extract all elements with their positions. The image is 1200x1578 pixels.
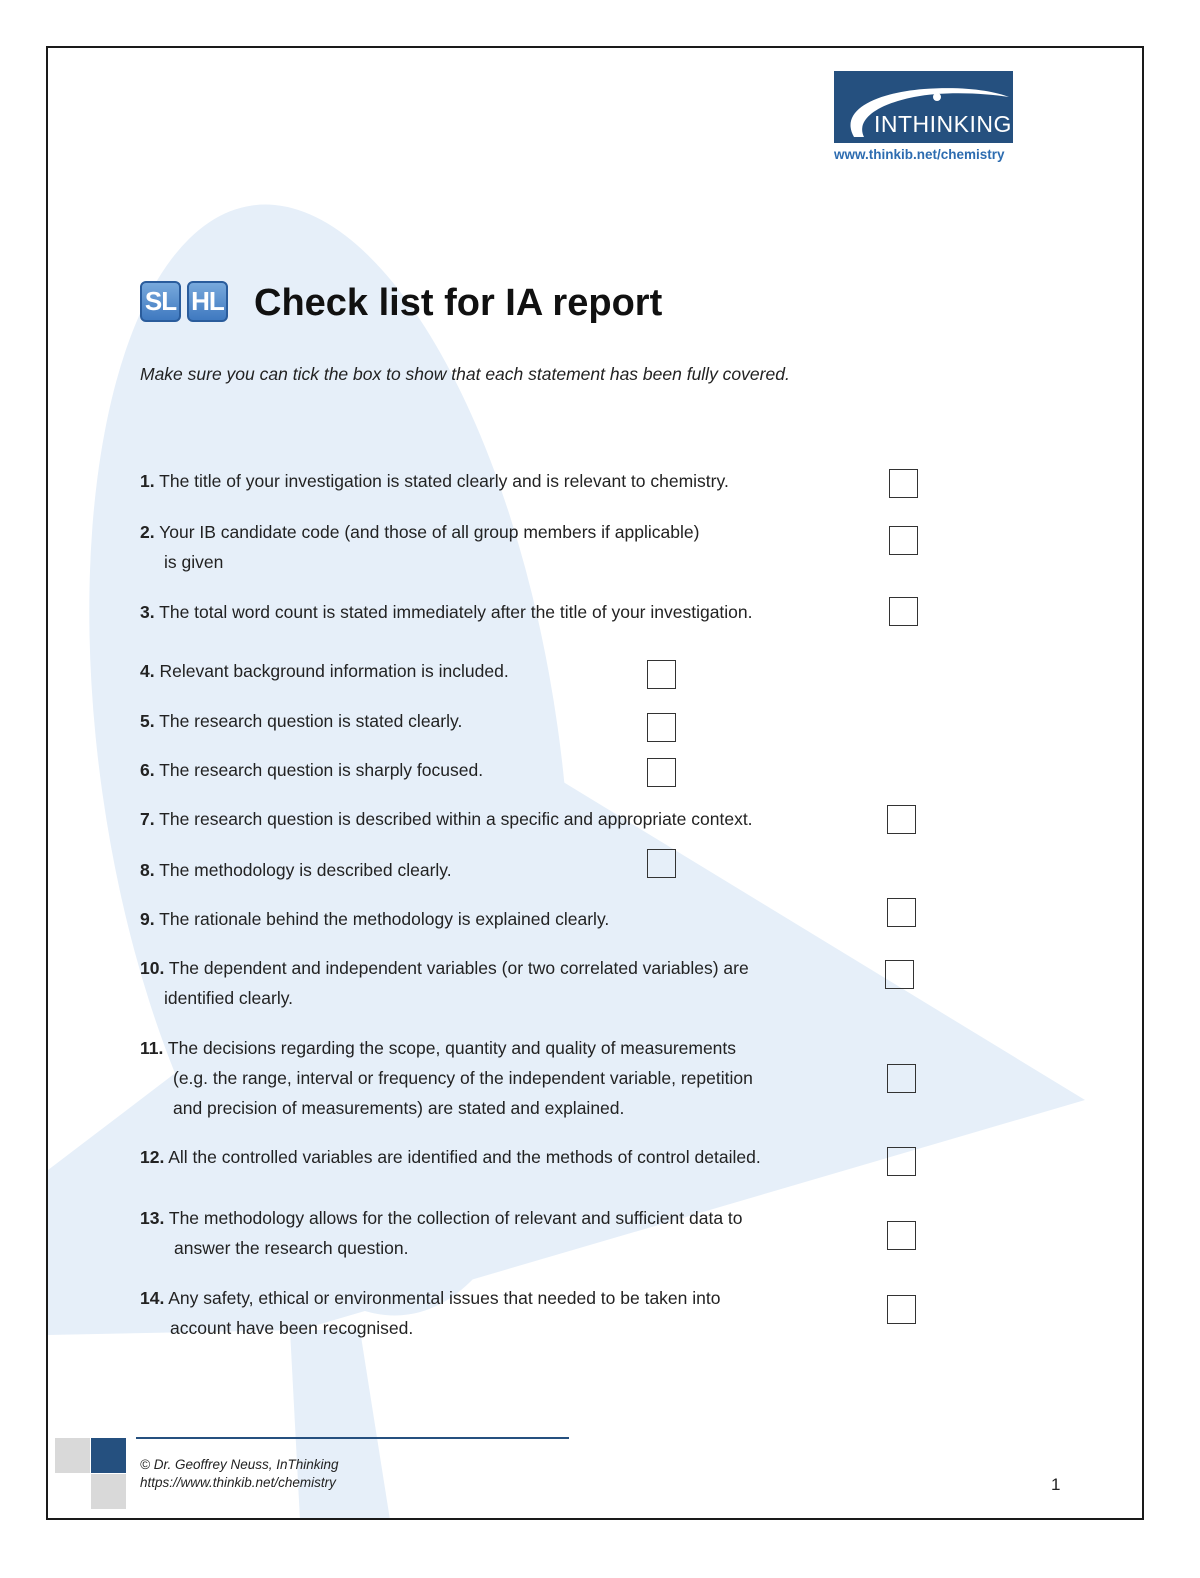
page-subtitle: Make sure you can tick the box to show that each statement has been fully covered.: [140, 364, 790, 384]
item-text-continued: (e.g. the range, interval or frequency of the independent variable, repetition: [173, 1068, 753, 1088]
item-text: Your IB candidate code (and those of all group members if applicable): [159, 522, 700, 542]
item-text: The title of your investigation is stated clearly and is relevant to chemistry.: [159, 471, 729, 491]
item-text: Any safety, ethical or environmental issues that needed to be taken into: [168, 1288, 721, 1308]
inthinking-logo: [834, 71, 1013, 143]
sl-badge: SL: [140, 281, 181, 322]
checkbox-7[interactable]: [887, 805, 916, 834]
checklist-item-4: [140, 656, 860, 686]
checkbox-3[interactable]: [889, 597, 918, 626]
logo-text: INTHINKING: [874, 111, 1012, 137]
item-number: 6.: [140, 760, 155, 780]
item-number: 10.: [140, 958, 165, 978]
item-text-continued: account have been recognised.: [170, 1318, 414, 1338]
checkbox-14[interactable]: [887, 1295, 916, 1324]
item-text: The methodology allows for the collection of relevant and sufficient data to: [168, 1208, 743, 1228]
item-text-continued: identified clearly.: [164, 988, 294, 1008]
page-title: Check list for IA report: [254, 282, 663, 324]
footer-square-gray-2: [91, 1474, 126, 1509]
item-number: 8.: [140, 860, 155, 880]
checklist-item-1: [140, 466, 860, 496]
item-number: 3.: [140, 602, 155, 622]
checklist-item-11: [140, 1033, 860, 1123]
item-number: 13.: [140, 1208, 165, 1228]
item-number: 12.: [140, 1147, 165, 1167]
checklist-item-6: [140, 755, 860, 785]
item-text: The rationale behind the methodology is explained clearly.: [159, 909, 610, 929]
item-number: 1.: [140, 471, 155, 491]
item-text: All the controlled variables are identified and the methods of control detailed.: [168, 1147, 761, 1167]
checklist-item-5: [140, 706, 860, 736]
item-text: The research question is sharply focused.: [159, 760, 484, 780]
item-text: The dependent and independent variables (or two correlated variables) are: [168, 958, 749, 978]
checklist-item-9: [140, 904, 860, 934]
checklist-item-2: [140, 517, 860, 577]
item-number: 14.: [140, 1288, 165, 1308]
item-text-continued-2: and precision of measurements) are stated and explained.: [173, 1098, 625, 1118]
checklist-item-14: [140, 1283, 860, 1343]
hl-badge: HL: [187, 281, 228, 322]
footer-text: [140, 1456, 339, 1492]
checkbox-1[interactable]: [889, 469, 918, 498]
level-badges: [140, 281, 228, 322]
checkbox-2[interactable]: [889, 526, 918, 555]
item-number: 4.: [140, 661, 155, 681]
item-text: The total word count is stated immediately after the title of your investigation.: [159, 602, 753, 622]
footer-copyright: © Dr. Geoffrey Neuss, InThinking: [140, 1457, 339, 1472]
logo-url: www.thinkib.net/chemistry: [834, 147, 1005, 162]
footer-square-gray: [55, 1438, 90, 1473]
item-text: The research question is stated clearly.: [159, 711, 463, 731]
checklist-item-8: [140, 855, 860, 885]
footer-square-blue: [91, 1438, 126, 1473]
item-number: 11.: [140, 1038, 164, 1058]
footer-divider: [136, 1437, 569, 1439]
checklist-item-12: [140, 1142, 880, 1172]
checkbox-13[interactable]: [887, 1221, 916, 1250]
item-text-continued: answer the research question.: [174, 1238, 409, 1258]
checkbox-11[interactable]: [887, 1064, 916, 1093]
item-text-continued: is given: [164, 552, 224, 572]
item-text: Relevant background information is included.: [159, 661, 509, 681]
item-text: The decisions regarding the scope, quantity and quality of measurements: [167, 1038, 737, 1058]
checklist-item-13: [140, 1203, 860, 1263]
item-number: 9.: [140, 909, 155, 929]
item-number: 5.: [140, 711, 155, 731]
item-text: The research question is described within a specific and appropriate context.: [159, 809, 753, 829]
checkbox-8[interactable]: [647, 849, 676, 878]
checklist-item-10: [140, 953, 860, 1013]
checkbox-9[interactable]: [887, 898, 916, 927]
checkbox-10[interactable]: [885, 960, 914, 989]
checkbox-5[interactable]: [647, 713, 676, 742]
footer-url: https://www.thinkib.net/chemistry: [140, 1475, 336, 1490]
checkbox-6[interactable]: [647, 758, 676, 787]
checklist-item-3: [140, 597, 860, 627]
item-text: The methodology is described clearly.: [159, 860, 452, 880]
checkbox-4[interactable]: [647, 660, 676, 689]
item-number: 2.: [140, 522, 155, 542]
page-number: 1: [1051, 1475, 1061, 1494]
item-number: 7.: [140, 809, 155, 829]
checkbox-12[interactable]: [887, 1147, 916, 1176]
checklist-item-7: [140, 804, 860, 834]
